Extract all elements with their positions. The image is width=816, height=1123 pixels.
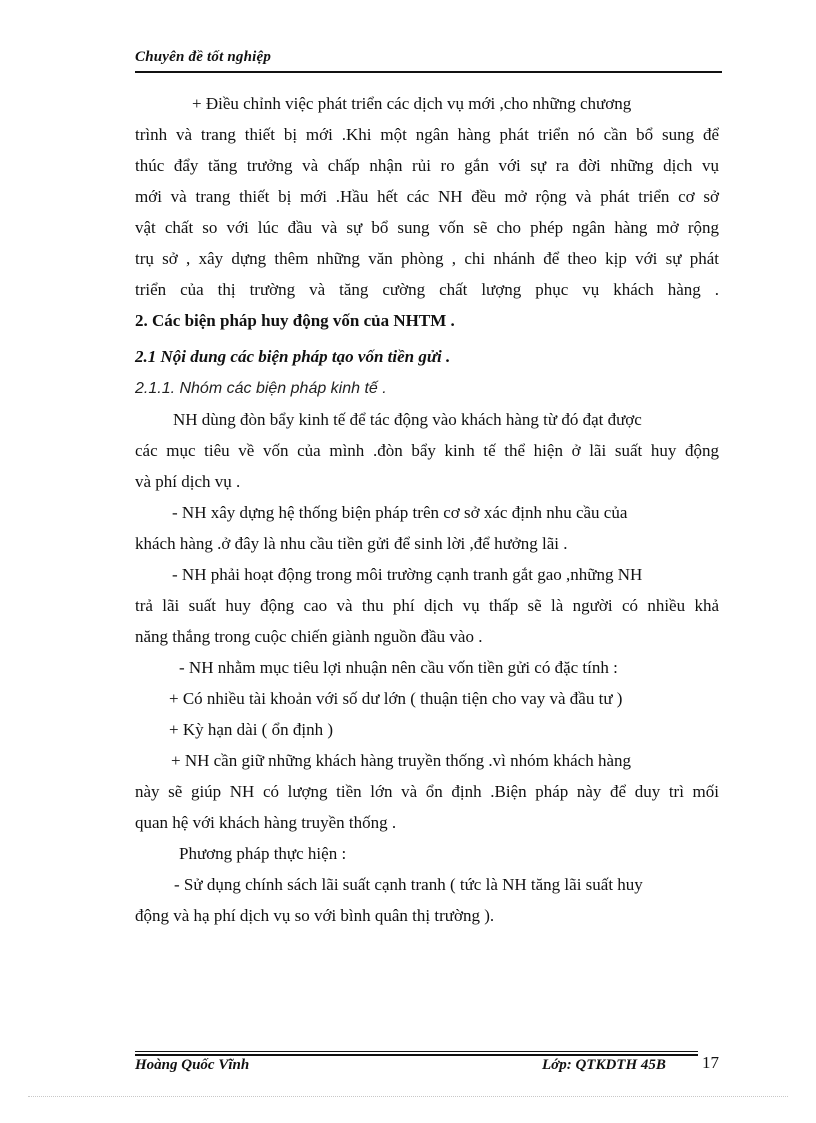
body-line-20: + Có nhiều tài khoản với số dư lớn ( thuận tiện cho vay và đầu tư ) [169,689,623,708]
body-line-5: vật chất so với lúc đầu và sự bổ sung vốn sẽ cho phép ngân hàng mở rộng [135,218,719,237]
sub-subsection-heading: 2.1.1. Nhóm các biện pháp kinh tế . [135,380,387,397]
body-line-22: + NH cần giữ những khách hàng truyền thống .vì nhóm khách hàng [171,751,632,770]
body-line-21: + Kỳ hạn dài ( ổn định ) [169,720,333,739]
body-line-17: trả lãi suất huy động cao và thu phí dịch vụ thấp sẽ là người có nhiều khả [135,596,719,615]
body-line-25: Phương pháp thực hiện : [179,844,347,863]
page-number: 17 [702,1053,719,1072]
footer-author: Hoàng Quốc Vĩnh [135,1057,250,1073]
footer-rule-thick [135,1054,698,1056]
header-title: Chuyên đề tốt nghiệp [135,49,272,65]
body-line-24: quan hệ với khách hàng truyền thống . [135,813,397,832]
body-line-11: NH dùng đòn bẩy kinh tế để tác động vào khách hàng từ đó đạt được [173,410,642,429]
section-heading: 2. Các biện pháp huy động vốn của NHTM . [135,311,455,330]
body-line-7: triển của thị trường và tăng cường chất lượng phục vụ khách hàng . [135,280,719,299]
body-line-3: thúc đẩy tăng trưởng và chấp nhận rủi ro gắn với sự ra đời những dịch vụ [135,156,719,175]
body-line-2: trình và trang thiết bị mới .Khi một ngân hàng phát triển nó cần bổ sung để [135,125,719,144]
body-line-18: năng thắng trong cuộc chiến giành nguồn đầu vào . [135,627,483,646]
body-line-23: này sẽ giúp NH có lượng tiền lớn và ổn định .Biện pháp này để duy trì mối [135,782,719,801]
body-line-14: - NH xây dựng hệ thống biện pháp trên cơ sở xác định nhu cầu của [172,503,628,522]
body-line-15: khách hàng .ở đây là nhu cầu tiền gửi để sinh lời ,để hưởng lãi . [135,534,568,553]
page-bottom-divider [28,1096,788,1097]
body-line-12: các mục tiêu về vốn của mình .đòn bẩy kinh tế thể hiện ở lãi suất huy động [135,441,719,460]
body-line-26: - Sử dụng chính sách lãi suất cạnh tranh ( tức là NH tăng lãi suất huy [174,875,643,894]
subsection-heading: 2.1 Nội dung các biện pháp tạo vốn tiền gửi . [135,347,451,366]
footer-rule [135,1051,698,1052]
body-line-19: - NH nhằm mục tiêu lợi nhuận nên cầu vốn tiền gửi có đặc tính : [179,658,618,677]
body-line-16: - NH phải hoạt động trong môi trường cạnh tranh gắt gao ,những NH [172,565,643,584]
body-line-27: động và hạ phí dịch vụ so với bình quân thị trường ). [135,906,495,925]
body-line-13: và phí dịch vụ . [135,472,241,491]
body-line-1: + Điều chỉnh việc phát triển các dịch vụ mới ,cho những chương [192,94,632,113]
body-line-4: mới và trang thiết bị mới .Hầu hết các NH đều mở rộng và phát triển cơ sở [135,187,719,206]
header-rule [135,71,722,73]
footer-class-label: Lớp: QTKDTH 45B [542,1057,666,1073]
body-line-6: trụ sở , xây dựng thêm những văn phòng , chi nhánh để theo kịp với sự phát [135,249,719,268]
